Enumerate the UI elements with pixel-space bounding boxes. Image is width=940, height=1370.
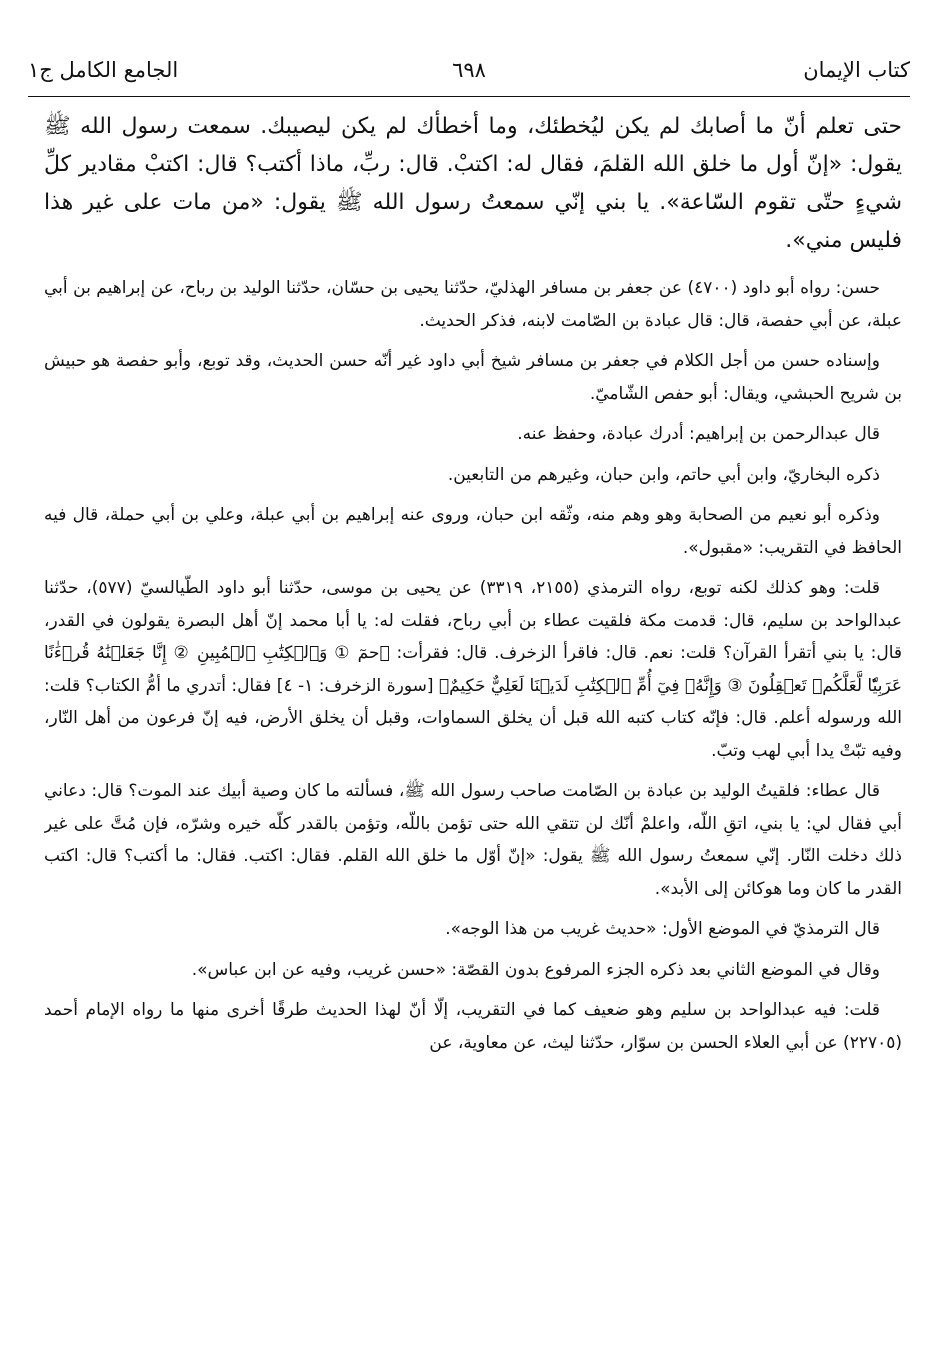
book-section-title: كتاب الإيمان — [803, 58, 910, 82]
page-number: ٦٩٨ — [452, 58, 486, 82]
commentary-paragraph: وإسناده حسن من أجل الكلام في جعفر بن مسافر شيخ أبي داود غير أنّه حسن الحديث، وقد توبع، وأبو حفصة هو حبيش بن شريح الحبشي، ويقال: أبو حفص الشّاميّ. — [44, 351, 902, 404]
commentary-paragraph: وذكره أبو نعيم من الصحابة وهو وهم منه، وثّقه ابن حبان، وروى عنه إبراهيم بن أبي عبلة، وعلي بن أبي حملة، قال فيه الحافظ في التقريب: «مقبول». — [44, 505, 902, 558]
commentary-paragraph: قال عطاء: فلقيتُ الوليد بن عبادة بن الصّامت صاحب رسول الله ﷺ، فسألته ما كان وصية أبيك عند الموت؟ قال: دعاني أبي فقال لي: يا بني، اتقِ اللّه، واعلمْ أنّك لن تتقي الله حتى تؤمن باللّه، وتؤمن بالقدر كلّه خيره وشرّه، فإن مُتَّ على غير ذلك دخلت النّار. إنّي سمعتُ رسول الله ﷺ يقول: «إنّ أوّل ما خلق الله القلم. فقال: اكتب. فقال: ما أكتب؟ قال: اكتب القدر ما كان وما هوكائن إلى الأبد». — [44, 781, 902, 899]
commentary-paragraph: وقال في الموضع الثاني بعد ذكره الجزء المرفوع بدون القصّة: «حسن غريب، وفيه عن ابن عباس». — [191, 959, 880, 980]
commentary-paragraph: قال الترمذيّ في الموضع الأول: «حديث غريب من هذا الوجه». — [445, 919, 880, 939]
page-body — [44, 108, 902, 1356]
commentary-paragraph: قلت: وهو كذلك لكنه توبع، رواه الترمذي (٢١٥٥، ٣٣١٩) عن يحيى بن موسى، حدّثنا أبو داود الطّيالسيّ (٥٧٧)، حدّثنا عبدالواحد بن سليم، قال: قدمت مكة فلقيت عطاء بن أبي رباح، فقلت له: يا أبا محمد إنّ أهل البصرة يقولون في القدر، قال: يا بني أتقرأ القرآن؟ قلت: نعم. قال: فاقرأ الزخرف. قال: فقرأت: ﴿حمٓ ① وَٱلۡكِتَٰبِ ٱلۡمُبِينِ ② إِنَّا جَعَلۡنَٰهُ قُرۡءَٰنًا عَرَبِيّٗا لَّعَلَّكُمۡ تَعۡقِلُونَ ③ وَإِنَّهُۥ فِيٓ أُمِّ ٱلۡكِتَٰبِ لَدَيۡنَا لَعَلِيٌّ حَكِيمٌ﴾ [سورة الزخرف: ١- ٤] فقال: أتدري ما أمُّ الكتاب؟ قلت: الله ورسوله أعلم. قال: فإنّه كتاب كتبه الله قبل أن يخلق السماوات، وقبل أن يخلق الأرض، فيه إنّ فرعون من أهل النّار، وفيه تبّتْ يدا أبي لهب وتبّ. — [44, 578, 902, 761]
commentary-paragraph: قال عبدالرحمن بن إبراهيم: أدرك عبادة، وحفظ عنه. — [517, 424, 880, 444]
page-header — [28, 52, 910, 96]
commentary-paragraph: ذكره البخاريّ، وابن أبي حاتم، وابن حبان، وغيرهم من التابعين. — [447, 464, 880, 485]
commentary-paragraph: حسن: رواه أبو داود (٤٧٠٠) عن جعفر بن مسافر الهذليّ، حدّثنا يحيى بن حسّان، حدّثنا الوليد بن رباح، عن إبراهيم بن أبي عبلة، عن أبي حفصة، قال: قال عبادة بن الصّامت لابنه، فذكر الحديث. — [44, 278, 902, 331]
hadith-text: حتى تعلم أنّ ما أصابك لم يكن ليُخطئك، وما أخطأك لم يكن ليصيبك. سمعت رسول الله ﷺ يقول: «إنّ أول ما خلق الله القلمَ، فقال له: اكتبْ. قال: ربِّ، ماذا أكتب؟ قال: اكتبْ مقادير كلِّ شيءٍ حتّى تقوم السّاعة». يا بني إنّي سمعتُ رسول الله ﷺ يقول: «من مات على غير هذا فليس مني». — [44, 114, 902, 253]
header-divider — [28, 96, 910, 97]
book-volume-title: الجامع الكامل ج١ — [28, 58, 179, 82]
commentary-paragraph: قلت: فيه عبدالواحد بن سليم وهو ضعيف كما في التقريب، إلّا أنّ لهذا الحديث طرقًا أخرى منها ما رواه الإمام أحمد (٢٢٧٠٥) عن أبي العلاء الحسن بن سوّار، حدّثنا ليث، عن معاوية، عن — [44, 1000, 902, 1053]
